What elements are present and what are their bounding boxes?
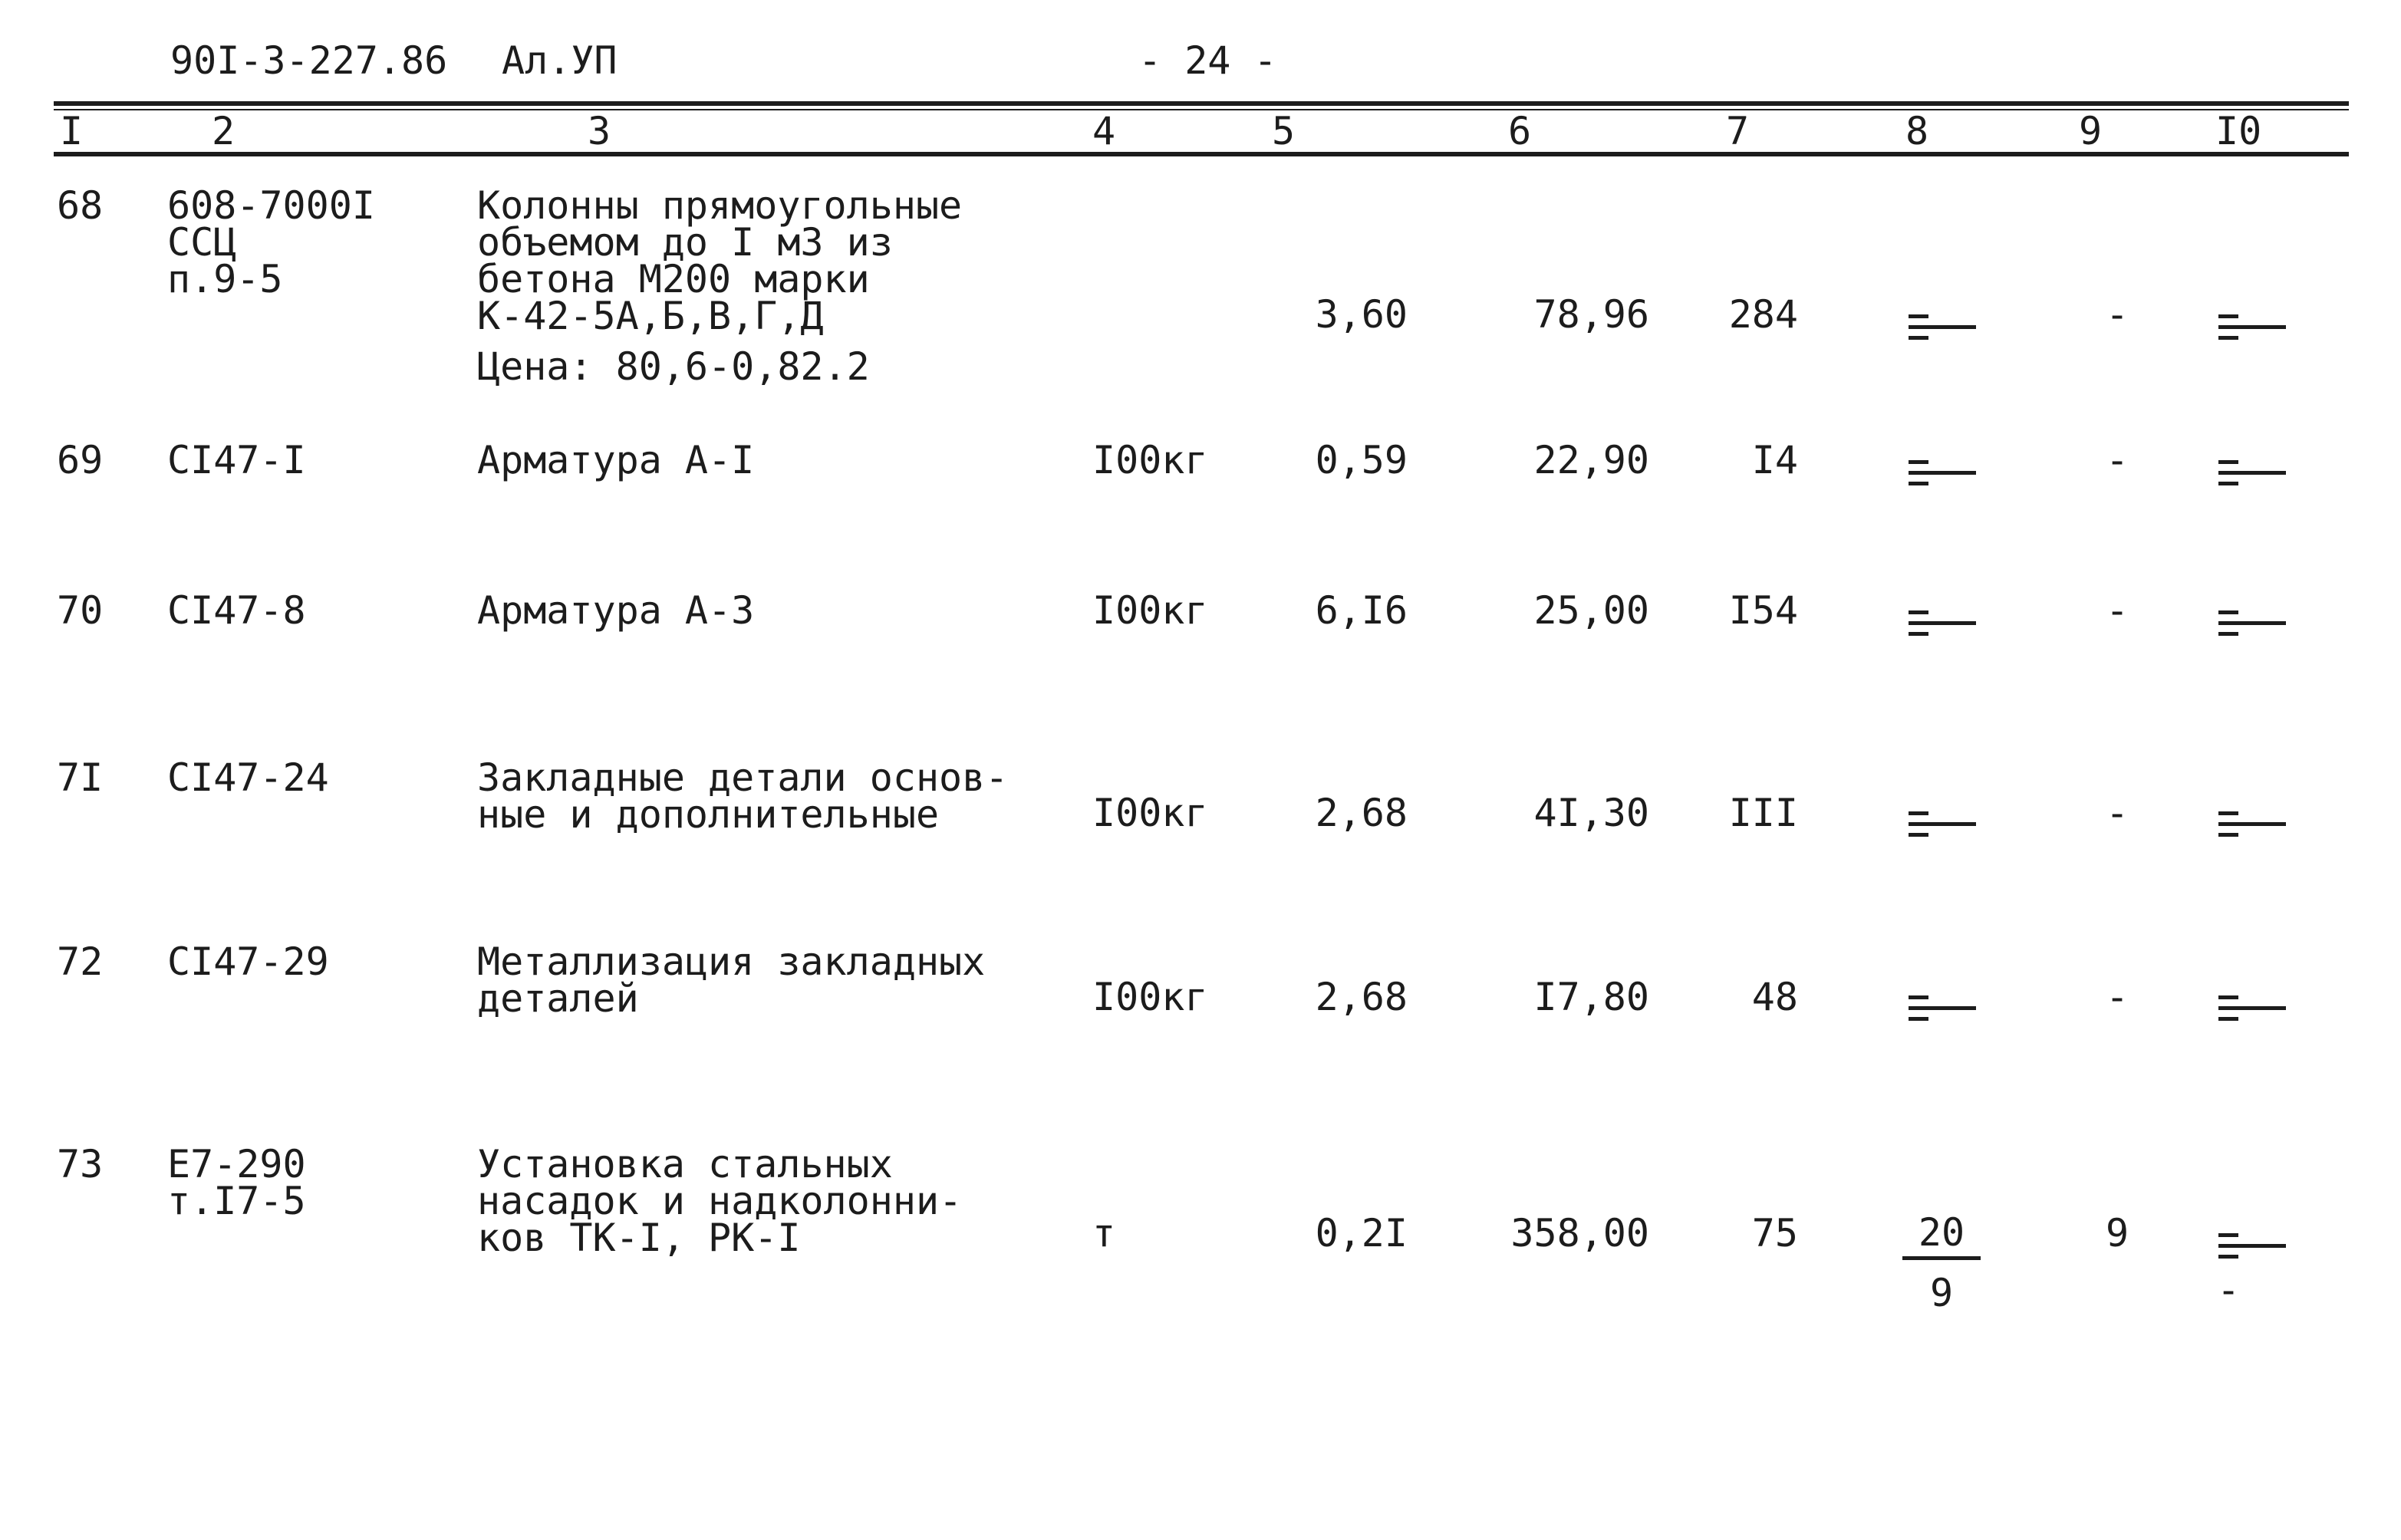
column-header-3: 3 [588,109,611,153]
price-note: Цена: 80,6-0,82.2 [477,344,870,389]
row-description [477,183,963,389]
row-quantity: 0,2I [1315,1211,1408,1255]
row-total: III [1728,791,1798,835]
description-line: насадок и надколонни- [477,1179,963,1223]
row-price: 4I,30 [1533,791,1649,835]
column-header-10: I0 [2215,109,2262,153]
row-unit: т [1092,1211,1116,1255]
description-line: К-42-5А,Б,В,Г,Д [477,294,824,338]
row-number: 69 [57,438,104,482]
row-number: 68 [57,183,104,228]
description-line: ные и дополнительные [477,792,940,837]
row-unit: I00кг [1092,975,1208,1019]
column-header-rule [54,152,2349,156]
row-col9: - [2105,791,2129,835]
row-description: Арматура А-3 [477,588,755,633]
description-line: ков ТК-I, РК-I [477,1216,801,1260]
row-description [477,939,986,1021]
row-price: I7,80 [1533,975,1649,1019]
column-header-8: 8 [1905,109,1929,153]
row-number: 72 [57,939,104,984]
description-line: бетона М200 марки [477,257,870,301]
ditto-mark-col8 [1905,989,1979,1026]
description-line: Колонны прямоугольные [477,183,963,228]
row-price: 358,00 [1510,1211,1649,1255]
row-price: 78,96 [1533,292,1649,337]
code-line: т.I7-5 [167,1179,306,1223]
row-quantity: 3,60 [1315,292,1408,337]
row-total: 75 [1751,1211,1798,1255]
column-header-2: 2 [212,109,235,153]
fraction-numerator: 20 [1918,1210,1965,1255]
column-header-5: 5 [1272,109,1296,153]
fraction-denominator: 9 [1929,1271,1954,1315]
row-code [167,183,375,301]
column-header-7: 7 [1726,109,1750,153]
column-header-1: I [60,109,84,153]
row-description [477,1142,963,1260]
fraction-bar [1902,1256,1981,1260]
page-number: - 24 - [1138,38,1277,83]
fraction-col8 [1899,1210,1984,1315]
row-unit: I00кг [1092,588,1208,633]
document-code: 90I-3-227.86 [170,38,448,83]
row-col9: 9 [2105,1211,2129,1255]
description-line: Металлизация закладных [477,939,986,984]
ditto-mark-col10 [2215,308,2289,345]
row-col9: - [2105,975,2129,1019]
row-total: I4 [1751,438,1798,482]
row-code [167,1142,306,1223]
row-col10-bottom: - [2217,1268,2241,1312]
row-price: 25,00 [1533,588,1649,633]
row-total: 284 [1728,292,1798,337]
ditto-mark-col10 [2215,454,2289,491]
ditto-mark-col8 [1905,308,1979,345]
ditto-mark-col10 [2215,805,2289,842]
row-code: СI47-24 [167,755,329,800]
code-line: Е7-290 [167,1142,306,1186]
row-col9: - [2105,588,2129,633]
ditto-mark-col10 [2215,989,2289,1026]
row-col9: - [2105,438,2129,482]
row-number: 70 [57,588,104,633]
description-line: деталей [477,976,639,1021]
row-unit: I00кг [1092,438,1208,482]
code-line: 608-7000I [167,183,375,228]
row-code: СI47-29 [167,939,329,984]
row-quantity: 0,59 [1315,438,1408,482]
table-top-rule [54,101,2349,106]
row-quantity: 6,I6 [1315,588,1408,633]
ditto-mark-col8 [1905,805,1979,842]
ditto-mark-col8 [1905,604,1979,641]
ditto-mark-col8 [1905,454,1979,491]
row-number: 73 [57,1142,104,1186]
row-price: 22,90 [1533,438,1649,482]
code-line: п.9-5 [167,257,283,301]
ditto-mark-col10 [2215,604,2289,641]
description-line: Закладные детали основ- [477,755,1009,800]
row-unit: I00кг [1092,791,1208,835]
row-code: СI47-8 [167,588,306,633]
sheet-label: Ал.УП [502,38,618,83]
row-quantity: 2,68 [1315,975,1408,1019]
row-col9: - [2105,292,2129,337]
column-header-4: 4 [1092,109,1116,153]
row-description: Арматура А-I [477,438,755,482]
code-line: ССЦ [167,220,237,265]
row-total: I54 [1728,588,1798,633]
description-line: Установка стальных [477,1142,893,1186]
table-top-rule-thin [54,109,2349,110]
row-description [477,755,1009,837]
row-number: 7I [57,755,104,800]
row-quantity: 2,68 [1315,791,1408,835]
row-total: 48 [1751,975,1798,1019]
column-header-9: 9 [2079,109,2103,153]
ditto-mark-col10 [2215,1227,2289,1264]
description-line: объемом до I м3 из [477,220,893,265]
row-code: СI47-I [167,438,306,482]
column-header-6: 6 [1508,109,1532,153]
